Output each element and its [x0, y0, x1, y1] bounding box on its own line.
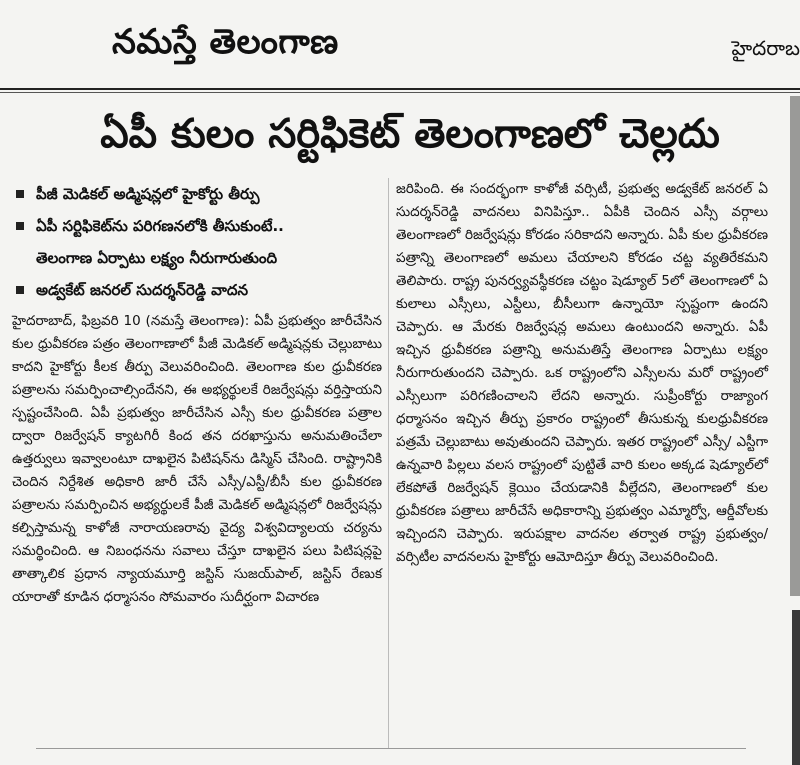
right-column	[396, 178, 768, 569]
subheadline-item: తెలంగాణ ఏర్పాటు లక్ష్యం నీరుగారుతుంది	[36, 249, 278, 267]
subheadline-item: ఏపీ సర్టిఫికెట్‌ను పరిగణనలోకి తీసుకుంటే..	[12, 210, 382, 242]
column-divider	[388, 178, 389, 748]
masthead	[0, 0, 800, 90]
edition-dateline: హైదరాబ	[731, 36, 800, 60]
subheadline-item: పీజీ మెడికల్ అడ్మిషన్లలో హైకోర్టు తీర్పు	[12, 178, 382, 210]
newspaper-name: నమస్తే తెలంగాణ	[112, 22, 339, 62]
subheadline-list	[12, 178, 382, 306]
masthead-rule	[0, 92, 800, 93]
left-column-text: హైదరాబాద్, ఫిబ్రవరి 10 (నమస్తే తెలంగాణ): ఏపీ ప్రభుత్వం జారీచేసిన కుల ధ్రువీకరణ పత్రం తెలంగాణాలో పీజీ మెడికల్ అడ్మిషన్లకు చెల్లుబాటు కాదని హైకోర్టు కీలక తీర్పు వెలువరించింది. తెలంగాణ కుల ధ్రువీకరణ పత్రాలను సమర్పించాల్సిందేనని, ఈ అభ్యర్థులకే రిజర్వేషన్లు వర్తిస్తాయని స్పష్టంచేసింది. ఏపీ ప్రభుత్వం జారీచేసిన ఎస్సీ కుల ధ్రువీకరణ పత్రాల ద్వారా రిజర్వేషన్ క్యాటగిరీ కింద తన దరఖాస్తును అనుమతించేలా ఉత్తర్వులు ఇవ్వాలంటూ దాఖలైన పిటిషన్‌ను డిస్మిస్ చేసింది. రాష్ట్రానికి చెందిన నిర్దేశిత అధికారి జారీ చేసే ఎస్సీ/ఎస్టీ/బీసీ కుల ధ్రువీకరణ పత్రాలను సమర్పించిన అభ్యర్థులకే పీజీ మెడికల్ అడ్మిషన్లలో రిజర్వేషన్లు కల్పిస్తామన్న కాళోజీ నారాయణరావు వైద్య విశ్వవిద్యాలయ చర్యను సమర్థించింది. ఆ నిబంధనను సవాలు చేస్తూ దాఖలైన పలు పిటిషన్లపై తాత్కాలిక ప్రధాన న్యాయమూర్తి జస్టిస్ సుజయ్‌పాల్, జస్టిస్ రేణుక యారాతో కూడిన ధర్మాసనం సోమవారం సుదీర్ఘంగా విచారణ	[12, 313, 382, 605]
adjacent-photo-edge	[792, 610, 800, 765]
left-column	[12, 178, 382, 609]
article-body	[12, 178, 787, 738]
article-end-rule	[36, 748, 746, 749]
adjacent-page-edge	[790, 96, 800, 596]
subheadline-item: అడ్వకేట్ జనరల్ సుదర్శన్‌రెడ్డి వాదన	[12, 274, 382, 306]
bullet-square-icon	[16, 222, 24, 230]
article-headline: ఏపీ కులం సర్టిఫికెట్ తెలంగాణలో చెల్లదు	[100, 111, 720, 157]
right-column-text: జరిపింది. ఈ సందర్భంగా కాళోజీ వర్సిటీ, ప్రభుత్వ అడ్వకేట్ జనరల్ ఏ సుదర్శన్‌రెడ్డి వాదనలు వినిపిస్తూ.. ఏపీకి చెందిన ఎస్సీ వర్గాలు తెలంగాణలో రిజర్వేషన్లు కోరడం సరికాదని అన్నారు. ఏపీ కుల ధ్రువీకరణ పత్రాన్ని తెలంగాణలో అమలు చేయాలని కోరడం చట్ట వ్యతిరేకమని తెలిపారు. రాష్ట్ర పునర్వ్యవస్థీకరణ చట్టం షెడ్యూల్ 5లో తెలంగాణలో ఏ కులాలు ఎస్సీలు, ఎస్టీలు, బీసీలుగా ఉన్నాయో స్పష్టంగా ఉందని చెప్పారు. ఆ మేరకు రిజర్వేషన్ల అమలు ఉంటుందని అన్నారు. ఏపీ ఇచ్చిన ధ్రువీకరణ పత్రాన్ని అనుమతిస్తే తెలంగాణ ఏర్పాటు లక్ష్యం నీరుగారుతుందని చెప్పారు. ఒక రాష్ట్రంలోని ఎస్సీలను మరో రాష్ట్రంలో ఎస్సీలుగా పరిగణించాలని లేదని అన్నారు. సుప్రీంకోర్టు రాజ్యాంగ ధర్మాసనం ఇచ్చిన తీర్పు ప్రకారం రాష్ట్రంలో తీసుకున్న కులధ్రువీకరణ పత్రమే చెల్లుబాటు అవుతుందని చెప్పారు. ఇతర రాష్ట్రంలో ఎస్సీ/ ఎస్టీగా ఉన్నవారి పిల్లలు వలస రాష్ట్రంలో పుట్టితే వారి కులం అక్కడ షెడ్యూల్‌లో లేకపోతే రిజర్వేషన్ క్లెయిం చేయడానికి వీల్లేదని, తెలంగాణలో కుల ధ్రువీకరణ పత్రాలు జారీచేసే అధికారాన్ని ప్రభుత్వం ఎమ్మార్వో, ఆర్డీవోలకు ఇచ్చిందని చెప్పారు. ఇరుపక్షాల వాదనల తర్వాత రాష్ట్ర ప్రభుత్వం/వర్సిటీల వాదనలను హైకోర్టు ఆమోదిస్తూ తీర్పు వెలువరించింది.	[396, 181, 768, 565]
bullet-square-icon	[16, 190, 24, 198]
bullet-square-icon	[16, 286, 24, 294]
